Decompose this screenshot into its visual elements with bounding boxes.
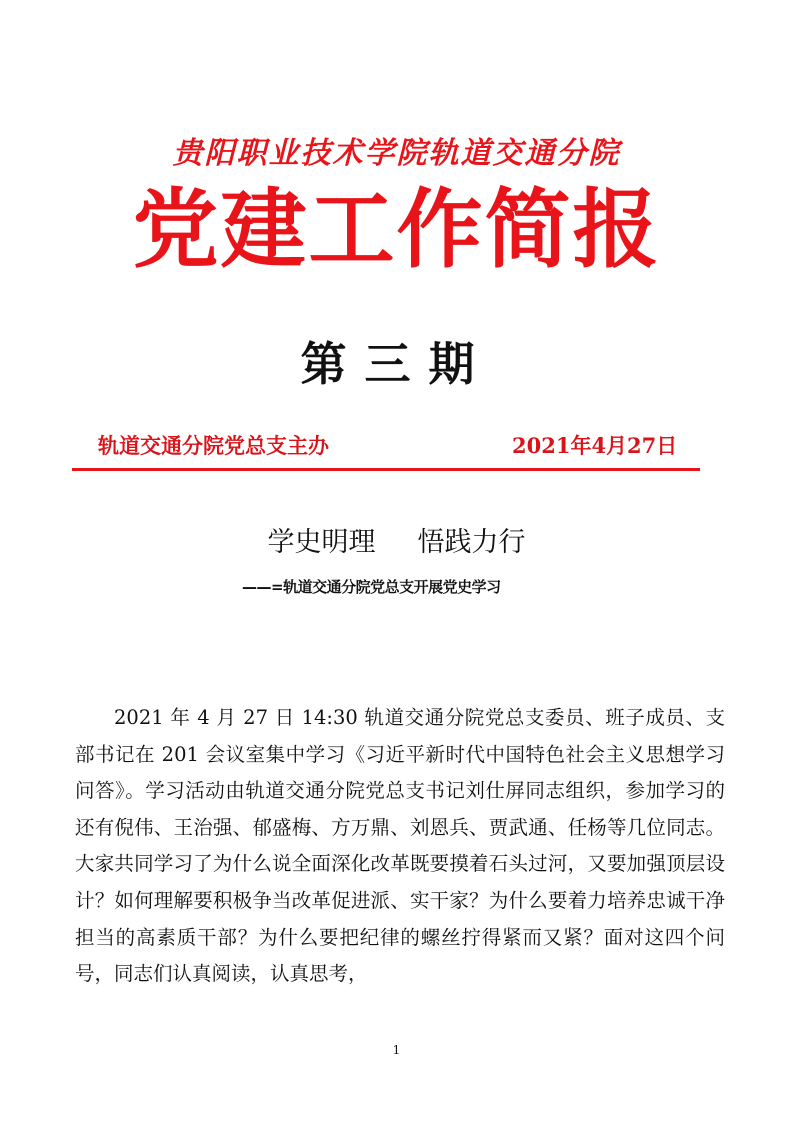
article-title-part-2: 悟践力行 — [417, 527, 526, 558]
article-subtitle: ——=轨道交通分院党总支开展党史学习 — [242, 578, 501, 596]
article-body: 2021 年 4 月 27 日 14:30 轨道交通分院党总支委员、班子成员、支部书记在 201 会议室集中学习《习近平新时代中国特色社会主义思想学习问答》。学习活动由轨道交通分院党总支书记刘仕屏同志组织，参加学习的还有倪伟、王治强、郁盛梅、方万鼎、刘恩兵、贾武通、任杨等几位同志。大家共同学习了为什么说全面深化改革既要摸着石头过河，又要加强顶层设计？如何理解要积极争当改革促进派、实干家？为什么要着力培养忠诚干净担当的高素质干部？为什么要把纪律的螺丝拧得紧而又紧？面对这四个问号，同志们认真阅读，认真思考， — [75, 706, 725, 986]
article-title — [0, 520, 793, 559]
sponsor-line: 轨道交通分院党总支主办 — [98, 433, 329, 458]
page-number: 1 — [392, 1043, 401, 1057]
newsletter-title: 党建工作简报 — [132, 180, 661, 280]
issue-date: 2021年4月27日 — [512, 433, 678, 458]
article-title-part-1: 学史明理 — [267, 527, 376, 558]
header-divider — [72, 468, 700, 471]
organization-name: 贵阳职业技术学院轨道交通分院 — [172, 136, 621, 171]
issue-number: 第三期 — [300, 337, 493, 391]
